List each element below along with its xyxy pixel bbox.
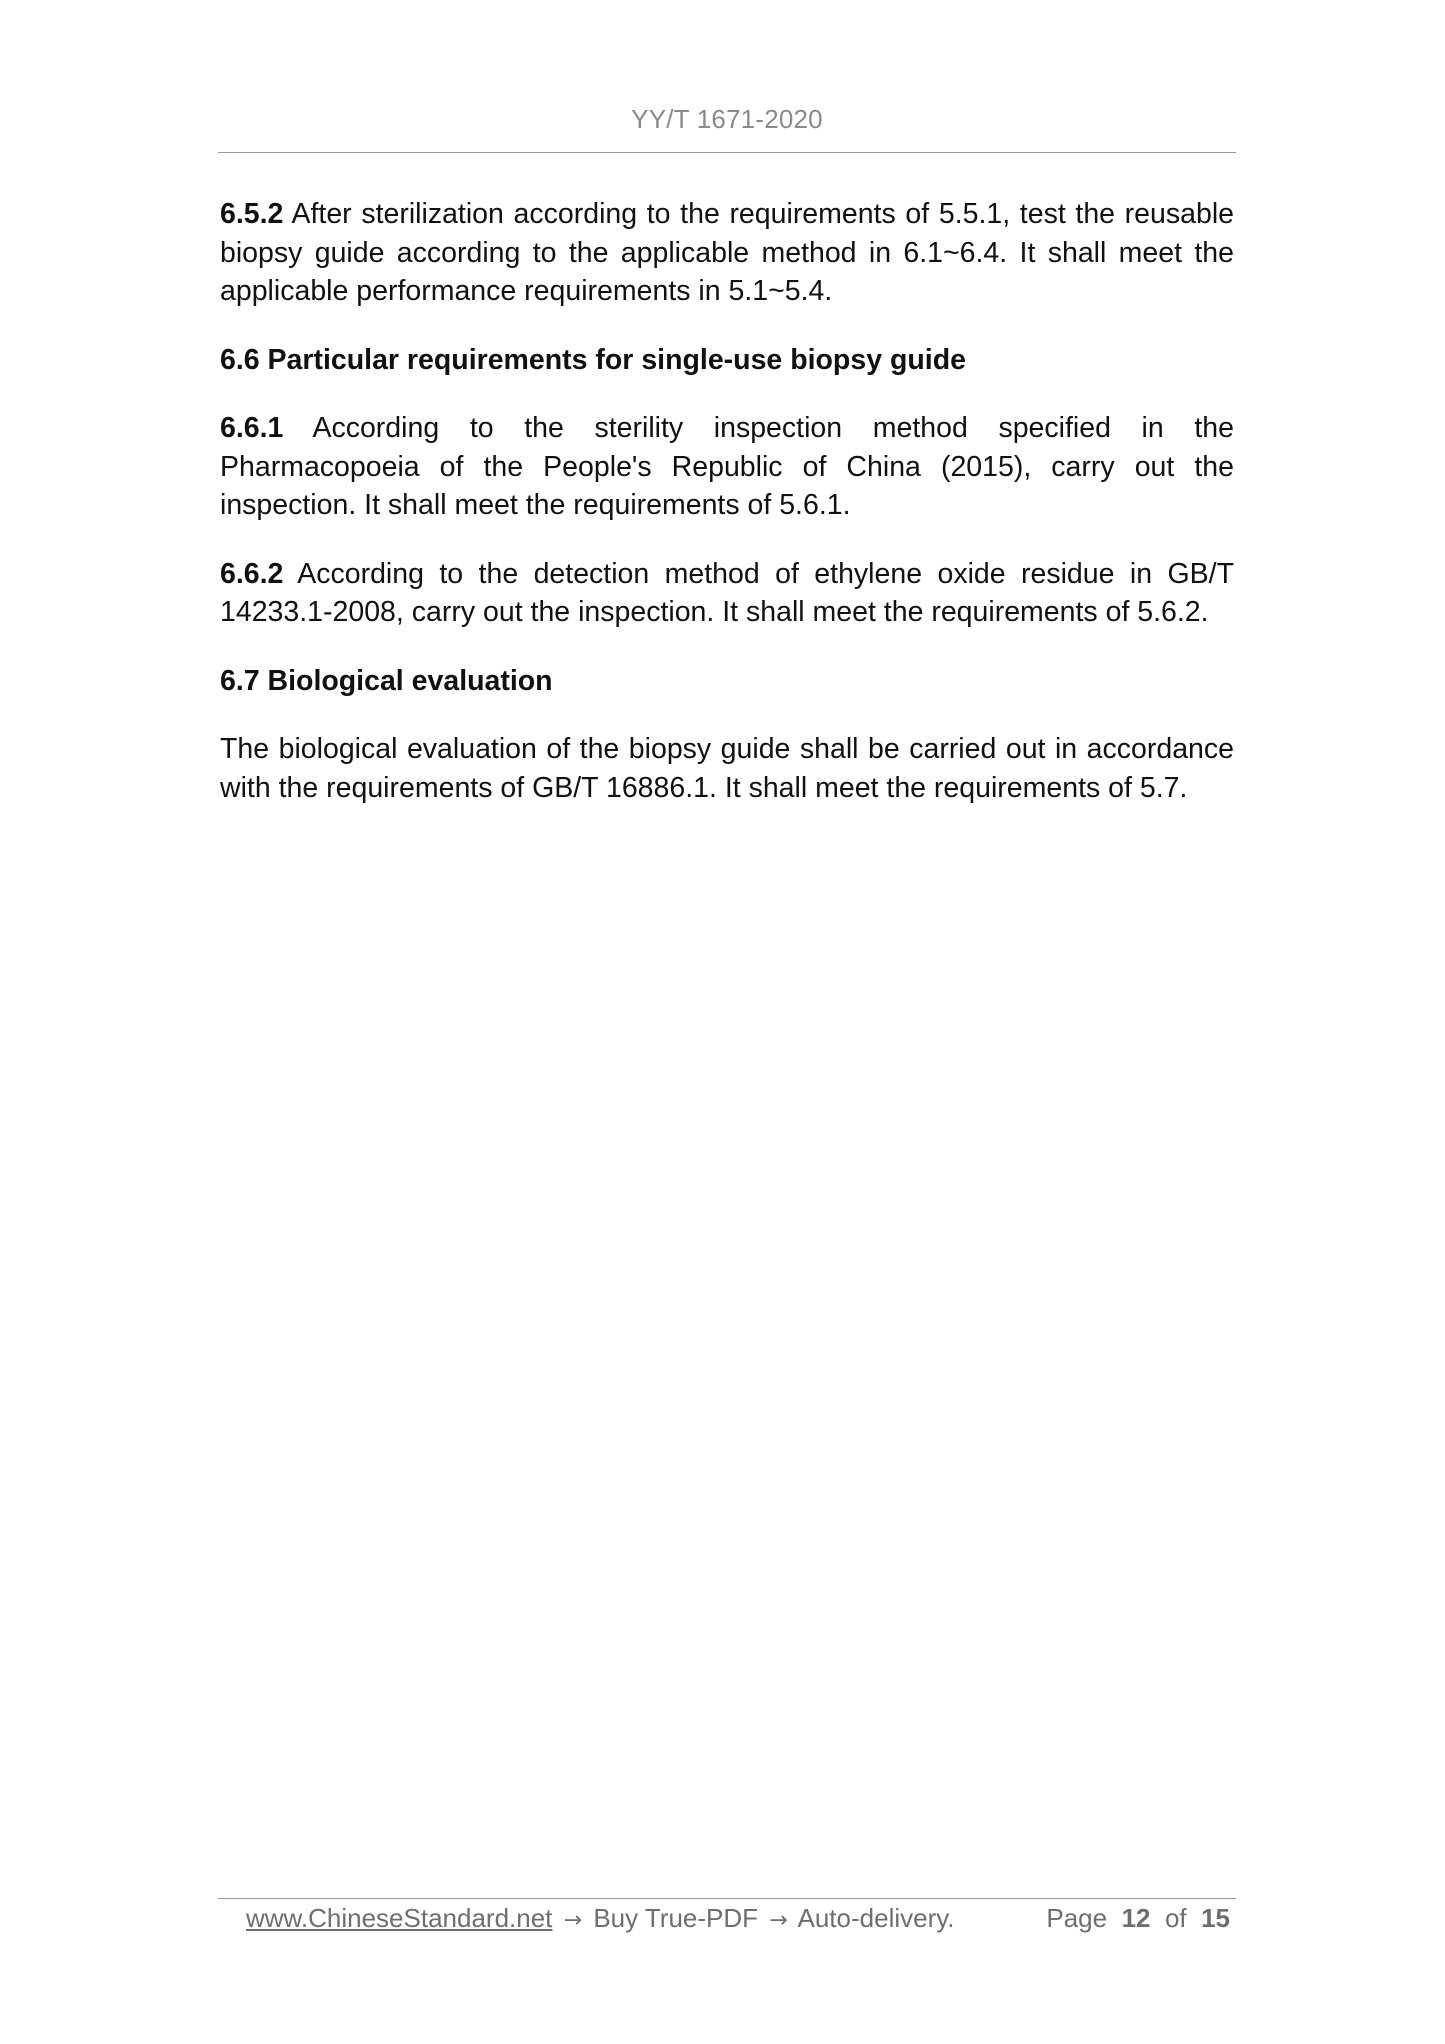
section-heading-6-6: 6.6 Particular requirements for single-use biopsy guide <box>220 343 966 376</box>
clause-number: 6.5.2 <box>220 198 284 230</box>
delivery-text: Auto-delivery. <box>797 1903 955 1933</box>
footer-divider <box>218 1898 1236 1899</box>
arrow-right-icon: → <box>769 1908 788 1933</box>
buy-text: Buy True-PDF <box>593 1903 759 1933</box>
clause-text: After sterilization according to the requirements of 5.5.1, test the reusable biopsy guide according to the applicable method in 6.1~6.4. It shall meet the applicable performance requirements in 5.1~5.4. <box>220 198 1234 307</box>
header-divider <box>218 152 1236 153</box>
clause-6-7-body: The biological evaluation of the biopsy guide shall be carried out in accordance with the requirements of GB/T 16886.1. It shall meet the requirements of 5.7. <box>220 733 1234 804</box>
arrow-right-icon: → <box>563 1908 583 1933</box>
page-current: 12 <box>1121 1903 1151 1933</box>
clause-text: According to the sterility inspection method specified in the Pharmacopoeia of the People's Republic of China (2015), carry out the inspection. It shall meet the requirements of 5.6.1. <box>220 412 1234 521</box>
clause-6-6-1 <box>220 409 1234 525</box>
clause-number: 6.6.2 <box>220 557 284 590</box>
clause-number: 6.6.1 <box>220 412 284 444</box>
clause-6-5-2 <box>220 195 1234 311</box>
page-label: Page <box>1046 1903 1108 1933</box>
section-heading-6-7: 6.7 Biological evaluation <box>220 664 553 697</box>
clause-6-6-2 <box>220 555 1234 632</box>
site-link[interactable]: www.ChineseStandard.net <box>246 1903 553 1933</box>
document-header: YY/T 1671-2020 <box>631 104 823 134</box>
page-total: 15 <box>1201 1903 1230 1933</box>
page-footer <box>246 1903 1236 1939</box>
page-number <box>1046 1903 1230 1934</box>
of-label: of <box>1164 1903 1187 1933</box>
clause-text: According to the detection method of ethylene oxide residue in GB/T 14233.1-2008, carry out the inspection. It shall meet the requirements of 5.6.2. <box>220 557 1234 628</box>
document-body <box>220 195 1234 837</box>
